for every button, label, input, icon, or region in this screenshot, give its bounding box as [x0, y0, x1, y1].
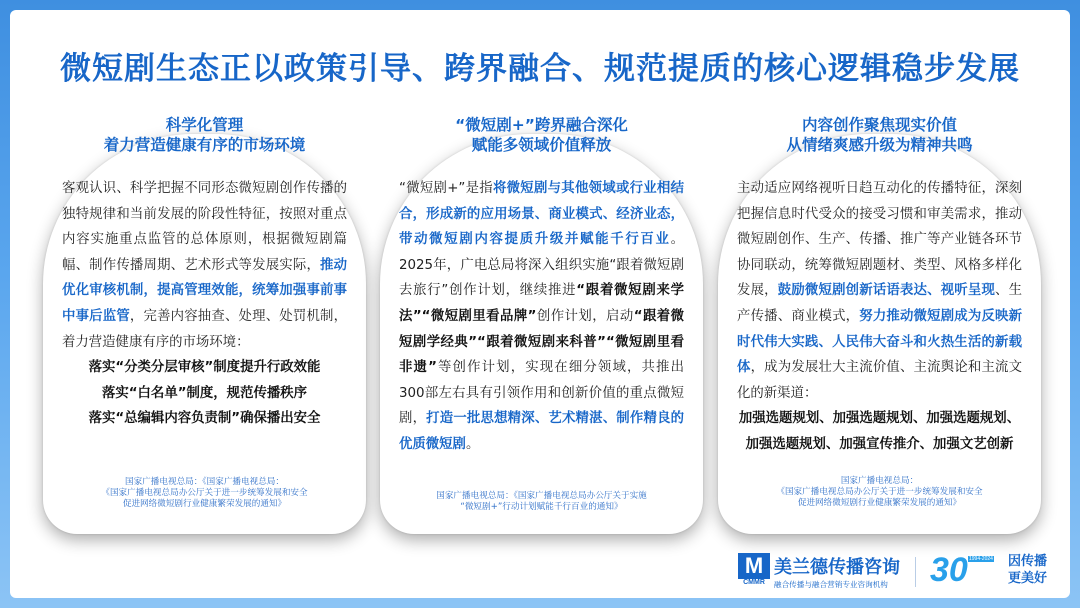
highlight-text: 打造一批思想精深、艺术精湛、制作精良的优质微短剧 — [399, 411, 685, 452]
card-body — [399, 176, 684, 458]
body-text: “微短剧+”是指 — [399, 181, 493, 196]
card-heading-line2: 赋能多领域价值释放 — [471, 136, 612, 154]
key-point: 加强选题规划、加强宣传推介、加强文艺创新 — [745, 436, 1014, 452]
bold-text: “跟着微短剧学经典”“跟着微短剧来科普”“微短剧里看非遗” — [399, 308, 684, 376]
company-logo — [738, 553, 1068, 593]
key-point: 加强选题规划、加强选题规划、加强选题规划、 — [738, 411, 1021, 427]
key-point: 落实“总编辑内容负责制”确保播出安全 — [88, 411, 321, 427]
page-title: 微短剧生态正以政策引导、跨界融合、规范提质的核心逻辑稳步发展 — [60, 51, 1020, 87]
card-heading-line1: 内容创作聚焦现实价值 — [801, 116, 957, 134]
body-text: 。 — [465, 436, 480, 452]
source-line: 促进网络微短剧行业健康繁荣发展的通知》 — [122, 499, 287, 509]
card-heading — [380, 115, 703, 155]
card-content-creation — [718, 116, 1041, 534]
card-body — [62, 176, 347, 432]
card-heading — [718, 115, 1041, 155]
highlight-text: 推动优化审核机制，提高管理效能，统筹加强事前事中事后监管 — [62, 257, 348, 324]
source-line: 国家广播电视总局：《国家广播电视总局办公厅关于实施 — [436, 491, 647, 501]
company-tagline: 融合传播与融合营销专业咨询机构 — [774, 580, 888, 589]
source-citation — [736, 476, 1023, 509]
card-heading-line1: “微短剧+”跨界融合深化 — [455, 116, 628, 134]
company-name: 美兰德传播咨询 — [774, 557, 900, 578]
body-text: 主动适应网络视听日趋互动化的传播特征，深刻把握信息时代受众的接受习惯和审美需求，推动微短剧创作、生产、传播、推广等产业链各环节协同联动，统筹微短剧题材、类型、风格多样化发展， — [737, 181, 1022, 299]
source-line: 《国家广播电视总局办公厅关于进一步统筹发展和安全 — [776, 487, 983, 497]
slogan-line1: 因传播 — [1008, 554, 1048, 569]
anniversary-years: 1994-2024 — [969, 556, 993, 562]
key-point: 落实“分类分层审核”制度提升行政效能 — [88, 360, 321, 376]
bold-text: “跟着微短剧来学法”“微短剧里看品牌” — [399, 283, 684, 324]
anniversary-badge-icon: 30 — [930, 551, 968, 589]
cmmr-logo-icon: M — [738, 553, 770, 579]
source-line: 国家广播电视总局： — [840, 476, 919, 486]
card-heading-line2: 从情绪爽感升级为精神共鸣 — [786, 136, 973, 154]
source-line: 《国家广播电视总局办公厅关于进一步统筹发展和安全 — [101, 488, 308, 498]
body-text: ，完善内容抽查、处理、处罚机制，着力营造健康有序的市场环境： — [62, 308, 348, 350]
logo-abbreviation: CMMR — [743, 579, 765, 586]
body-text: 客观认识、科学把握不同形态微短剧创作传播的独特规律和当前发展的阶段性特征，按照对重点内容实施重点监管的总体原则，根据微短剧篇幅、制作传播周期、艺术形式等发展实际， — [62, 181, 347, 273]
highlight-text: 鼓励微短剧创新话语表达、视听呈现 — [777, 283, 996, 299]
card-cross-border-integration — [380, 116, 703, 534]
source-line: “微短剧+”行动计划赋能千行百业的通知》 — [460, 502, 623, 512]
body-text: 。2025年，广电总局将深入组织实施“跟着微短剧去旅行”创作计划，继续推进 — [399, 232, 684, 299]
card-heading-line1: 科学化管理 — [165, 116, 244, 134]
body-text: 创作计划，启动 — [536, 308, 634, 324]
card-scientific-management — [43, 116, 366, 534]
body-text: ，成为发展壮大主流价值、主流舆论和主流文化的新渠道： — [737, 360, 1023, 401]
source-line: 国家广播电视总局：《国家广播电视总局： — [125, 477, 284, 487]
body-text: 等创作计划，实现在细分领域，共推出300部左右具有引领作用和创新价值的重点微短剧， — [399, 360, 684, 427]
logo-divider — [915, 557, 916, 587]
highlight-text: 将微短剧与其他领域或行业相结合，形成新的应用场景、商业模式、经济业态，带动微短剧内容提质升级并赋能千行百业 — [399, 181, 684, 248]
card-heading — [43, 115, 366, 155]
slogan — [1008, 553, 1047, 587]
body-text: 、生产传播、商业模式， — [737, 283, 1023, 324]
card-heading-line2: 着力营造健康有序的市场环境 — [103, 136, 306, 154]
source-citation — [61, 477, 348, 510]
highlight-text: 努力推动微短剧成为反映新时代伟大实践、人民伟大奋斗和火热生活的新载体 — [737, 308, 1023, 376]
card-body — [737, 176, 1022, 458]
source-citation — [398, 491, 685, 513]
slogan-line2: 更美好 — [1008, 571, 1048, 586]
key-point: 落实“白名单”制度，规范传播秩序 — [101, 385, 308, 401]
source-line: 促进网络微短剧行业健康繁荣发展的通知》 — [797, 498, 962, 508]
